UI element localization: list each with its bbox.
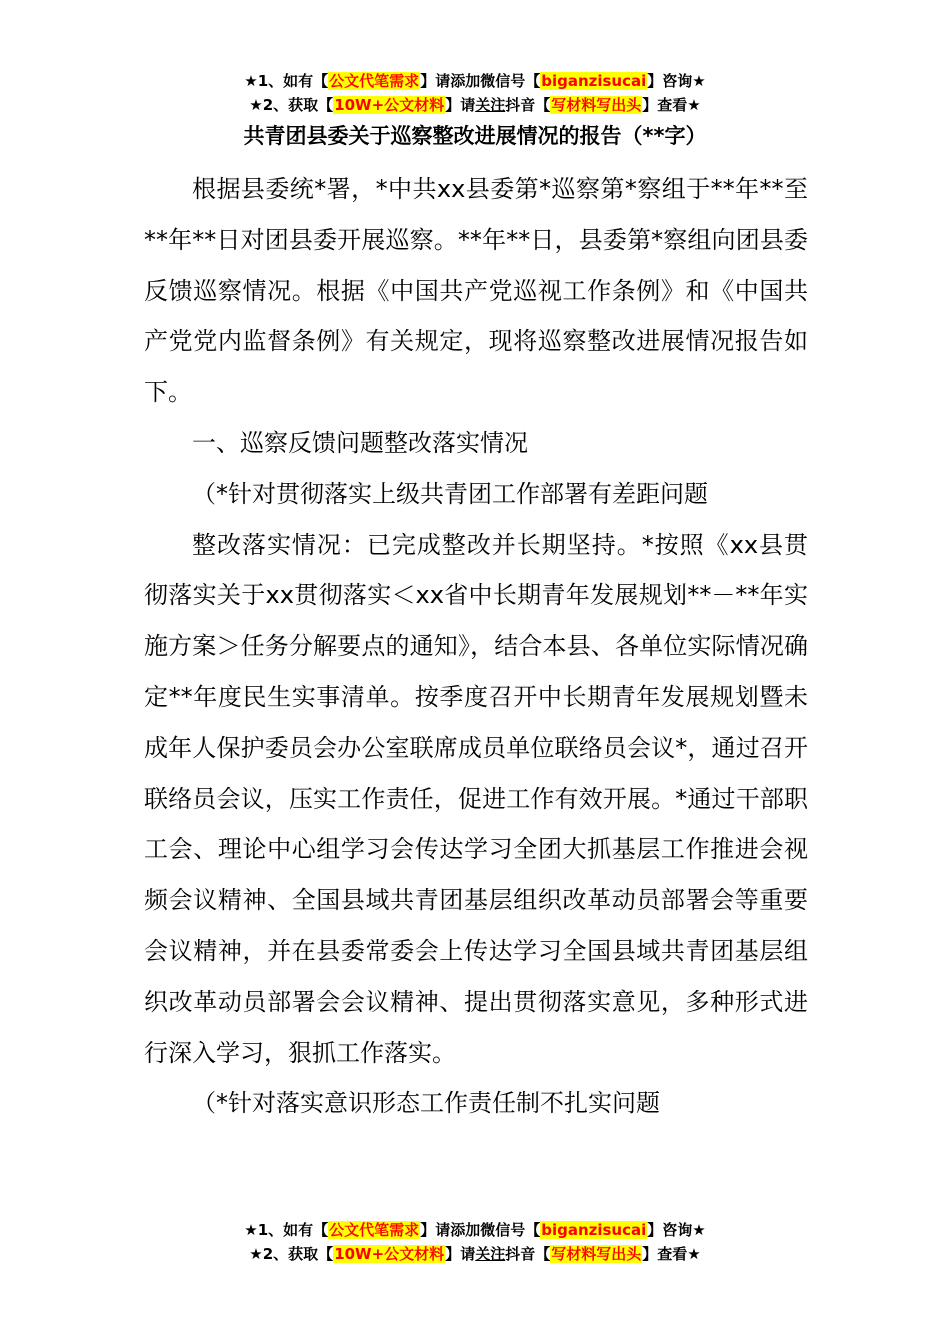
- document-body: [144, 164, 808, 1129]
- ad-line-2-prefix: ★2、获取【: [249, 96, 334, 114]
- ad-highlight-materials: 10W+公文材料: [334, 1245, 445, 1263]
- ad-line-1-suffix: 】咨询★: [647, 72, 706, 90]
- section-heading: 一、巡察反馈问题整改落实情况: [192, 428, 528, 457]
- ad-highlight-wechat-id: biganzisucai: [541, 72, 647, 90]
- ad-line-2-middle-a: 】请: [445, 96, 476, 114]
- ad-line-1: [0, 1218, 950, 1242]
- ad-highlight-wechat-id: biganzisucai: [541, 1221, 647, 1239]
- header-ad-banner: [0, 69, 950, 117]
- subsection-heading-2: （*针对落实意识形态工作责任制不扎实问题: [192, 1089, 660, 1118]
- ad-line-1-middle: 】请添加微信号【: [420, 72, 541, 90]
- ad-highlight-service: 公文代笔需求: [329, 1221, 420, 1239]
- ad-line-1-prefix: ★1、如有【: [244, 1221, 329, 1239]
- ad-line-2-middle-b: 抖音【: [505, 1245, 551, 1263]
- document-title: 共青团县委关于巡察整改进展情况的报告（**字）: [243, 124, 707, 148]
- ad-line-2-suffix: 】查看★: [642, 1245, 701, 1263]
- ad-highlight-douyin: 写材料写出头: [551, 1245, 642, 1263]
- ad-highlight-service: 公文代笔需求: [329, 72, 420, 90]
- ad-highlight-douyin: 写材料写出头: [551, 96, 642, 114]
- subsection-heading-1: （*针对贯彻落实上级共青团工作部署有差距问题: [192, 479, 708, 508]
- ad-line-1-suffix: 】咨询★: [647, 1221, 706, 1239]
- ad-line-1: [0, 69, 950, 93]
- ad-line-2-middle-a: 】请: [445, 1245, 476, 1263]
- ad-line-1-middle: 】请添加微信号【: [420, 1221, 541, 1239]
- ad-line-2: [0, 93, 950, 117]
- ad-line-2-prefix: ★2、获取【: [249, 1245, 334, 1263]
- paragraph-intro: 根据县委统*署，*中共xx县委第*巡察第*察组于**年**至**年**日对团县委开展巡察。**年**日，县委第*察组向团县委反馈巡察情况。根据《中国共产党巡视工作条例》和《中国共产党党内监督条例》有关规定，现将巡察整改进展情况报告如下。: [144, 175, 808, 407]
- ad-follow-text: 关注: [475, 96, 506, 114]
- ad-line-2-suffix: 】查看★: [642, 96, 701, 114]
- ad-line-2: [0, 1242, 950, 1266]
- footer-ad-banner: [0, 1218, 950, 1266]
- ad-line-1-prefix: ★1、如有【: [244, 72, 329, 90]
- ad-follow-text: 关注: [475, 1245, 506, 1263]
- ad-line-2-middle-b: 抖音【: [505, 96, 551, 114]
- ad-highlight-materials: 10W+公文材料: [334, 96, 445, 114]
- paragraph-rectification: 整改落实情况：已完成整改并长期坚持。*按照《xx县贯彻落实关于xx贯彻落实＜xx省中长期青年发展规划**－**年实施方案＞任务分解要点的通知》，结合本县、各单位实际情况确定**年度民生实事清单。按季度召开中长期青年发展规划暨未成年人保护委员会办公室联席成员单位联络员会议*，通过召开联络员会议，压实工作责任，促进工作有效开展。*通过干部职工会、理论中心组学习会传达学习全团大抓基层工作推进会视频会议精神、全国县域共青团基层组织改革动员部署会等重要会议精神，并在县委常委会上传达学习全国县域共青团基层组织改革动员部署会会议精神、提出贯彻落实意见，多种形式进行深入学习，狠抓工作落实。: [144, 530, 808, 1067]
